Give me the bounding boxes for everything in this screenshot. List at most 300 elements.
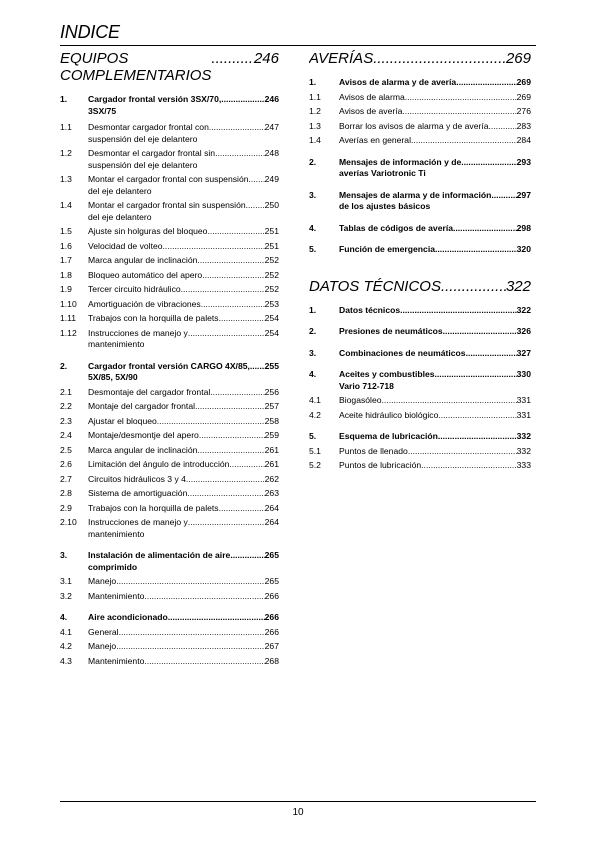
toc-entry-label: Mantenimiento [88, 590, 145, 601]
toc-entry[interactable] [60, 255, 279, 267]
toc-entry-number: 4.1 [309, 395, 321, 405]
dot-leader [400, 305, 517, 317]
toc-entry-label: Borrar los avisos de alarma y de avería [339, 120, 489, 131]
toc-entry-label: Cargador frontal versión 3SX/70, 3SX/75 [88, 94, 222, 116]
section-heading-page: 322 [505, 277, 531, 295]
dot-leader [207, 226, 264, 238]
toc-entry-page: 246 [264, 94, 279, 104]
toc-entry-number: 2.9 [60, 502, 72, 513]
toc-entry-label: Presiones de neumáticos [339, 326, 443, 336]
toc-section [309, 50, 531, 256]
toc-entry-label: General [88, 626, 119, 637]
toc-entry-body [339, 121, 531, 133]
toc-entry-label: Montar el cargador frontal con suspensión del eje delantero [88, 174, 249, 196]
toc-entry-body [88, 517, 279, 540]
toc-entry-label: Puntos de lubricación [339, 460, 422, 470]
toc-entry-label: Bloqueo automático del apero [88, 269, 203, 280]
toc-entry-number: 2.6 [60, 459, 72, 469]
toc-entry[interactable] [309, 135, 531, 147]
toc-entry-page: 332 [516, 445, 531, 456]
toc-entry-page: 327 [516, 347, 531, 358]
toc-entry-label: Cargador frontal versión CARGO 4X/85, 5X/85, 5X/90 [88, 360, 250, 382]
toc-entry[interactable] [309, 157, 531, 180]
toc-entry[interactable] [60, 503, 279, 515]
toc-entry-body [339, 348, 531, 360]
toc-entry-body [88, 550, 279, 573]
toc-entry-number: 4.3 [60, 655, 72, 666]
toc-entry-page: 331 [516, 395, 531, 405]
toc-entry[interactable] [309, 223, 531, 235]
dot-leader [181, 284, 265, 296]
toc-entry-label: Circuitos hidráulicos 3 y 4. [88, 473, 189, 484]
toc-entry-label: Instalación de alimentación de aire comprimido [88, 550, 231, 572]
toc-entry-body [339, 92, 531, 104]
toc-entry[interactable] [309, 77, 531, 89]
toc-entry[interactable] [309, 431, 531, 443]
toc-entry-label: Limitación del ángulo de introducción [88, 459, 230, 469]
toc-entry-label: Aceite hidráulico biológico [339, 409, 439, 420]
toc-entry-body [88, 174, 279, 197]
toc-entry[interactable] [60, 270, 279, 282]
toc-entry-number: 2.2 [60, 401, 72, 411]
dot-leader [219, 503, 265, 515]
section-heading-text: EQUIPOS COMPLEMENTARIOS [60, 50, 212, 84]
toc-entry-number: 3. [309, 189, 317, 200]
toc-entry-label: Instrucciones de manejo y mantenimiento [88, 517, 188, 539]
toc-entry[interactable] [309, 92, 531, 104]
dot-leader [188, 328, 265, 340]
dot-leader [188, 474, 264, 486]
toc-entry-number: 2.10 [60, 517, 77, 527]
toc-entry-page: 269 [516, 91, 531, 102]
toc-entry[interactable] [60, 200, 279, 223]
section-heading[interactable] [309, 278, 531, 295]
toc-entry-label: Averías en general [339, 135, 411, 145]
dot-leader [163, 241, 265, 253]
toc-entry[interactable] [60, 459, 279, 471]
toc-entry-number: 4.2 [309, 409, 321, 420]
toc-entry[interactable] [60, 299, 279, 311]
toc-entry-list [60, 94, 279, 667]
toc-entry-page: 322 [516, 304, 531, 315]
toc-entry-body [339, 223, 531, 235]
dot-leader [461, 157, 516, 169]
toc-entry-label: Desmontar el cargador frontal sin suspensión del eje delantero [88, 148, 216, 170]
toc-entry[interactable] [60, 656, 279, 668]
toc-right-column [309, 50, 531, 472]
toc-entry-number: 1.4 [60, 200, 72, 210]
toc-entry-label: Velocidad de volteo [88, 240, 163, 251]
dot-leader [229, 459, 264, 471]
toc-entry-page: 252 [264, 255, 279, 265]
toc-entry[interactable] [60, 313, 279, 325]
toc-entry-page: 263 [264, 488, 279, 498]
toc-entry-body [88, 328, 279, 351]
toc-entry-page: 326 [516, 326, 531, 336]
dot-leader [249, 174, 265, 186]
toc-entry-body [88, 612, 279, 624]
toc-entry-page: 330 [516, 369, 531, 379]
toc-entry-page: 249 [264, 174, 279, 184]
toc-entry-page: 264 [264, 517, 279, 527]
toc-entry-number: 3.1 [60, 576, 72, 586]
dot-leader [116, 576, 264, 588]
dot-leader [438, 410, 516, 422]
toc-entry-label: Desmontaje del cargador frontal [88, 386, 211, 397]
toc-entry[interactable] [309, 106, 531, 118]
dot-leader [456, 77, 516, 89]
dot-leader [210, 387, 264, 399]
toc-entry[interactable] [309, 326, 531, 338]
toc-entry-page: 250 [264, 200, 279, 210]
toc-entry-label: Mensajes de alarma y de información de los ajustes básicos [339, 189, 492, 211]
toc-entry-body [88, 122, 279, 145]
toc-entry-body [88, 401, 279, 413]
toc-entry-list [309, 305, 531, 472]
toc-entry-number: 4. [60, 612, 68, 622]
toc-entry-body [339, 106, 531, 118]
toc-entry[interactable] [60, 226, 279, 238]
toc-entry[interactable] [309, 410, 531, 422]
toc-entry-number: 2.7 [60, 473, 72, 484]
toc-entry-label: Mensajes de información y de averías Variotronic Ti [339, 156, 462, 178]
toc-entry-label: Ajuste sin holguras del bloqueo [88, 226, 208, 236]
dot-leader [443, 326, 517, 338]
toc-entry-label: Combinaciones de neumáticos [339, 347, 466, 358]
toc-entry[interactable] [60, 148, 279, 171]
dot-leader [408, 446, 517, 458]
toc-entry-page: 331 [516, 409, 531, 420]
dot-leader [197, 445, 264, 457]
toc-entry-page: 258 [264, 415, 279, 426]
section-heading[interactable] [309, 50, 531, 67]
toc-entry-number: 1.12 [60, 327, 77, 338]
top-divider [60, 45, 536, 46]
toc-entry-label: Trabajos con la horquilla de palets [88, 313, 219, 323]
toc-entry-label: Ajustar el bloqueo [88, 415, 157, 426]
toc-entry-number: 1. [309, 304, 317, 315]
toc-entry-body [88, 299, 279, 311]
toc-entry-label: Montaje/desmontje del apero [88, 430, 199, 440]
toc-entry-list [309, 77, 531, 256]
toc-entry-number: 3.2 [60, 590, 72, 601]
toc-entry[interactable] [60, 641, 279, 653]
toc-entry[interactable] [309, 305, 531, 317]
toc-entry-body [88, 241, 279, 253]
toc-entry-label: Montaje del cargador frontal [88, 401, 196, 411]
dot-leader [402, 106, 516, 118]
toc-entry[interactable] [60, 445, 279, 457]
toc-entry-page: 269 [516, 77, 531, 87]
toc-entry[interactable] [309, 244, 531, 256]
toc-entry[interactable] [309, 446, 531, 458]
toc-entry-label: Aire acondicionado [88, 612, 168, 622]
toc-entry-body [88, 459, 279, 471]
toc-entry[interactable] [60, 627, 279, 639]
dot-leader [435, 369, 517, 381]
toc-entry-body [88, 503, 279, 515]
toc-left-column [60, 50, 279, 667]
toc-entry-number: 4. [309, 222, 317, 233]
dot-leader [195, 401, 265, 413]
toc-entry-body [339, 395, 531, 407]
toc-entry-body [88, 313, 279, 325]
toc-entry-label: Manejo [88, 641, 117, 651]
dot-leader [466, 348, 517, 360]
toc-entry-body [88, 474, 279, 486]
toc-entry-page: 284 [516, 135, 531, 145]
toc-entry-number: 3. [60, 550, 68, 560]
toc-section-list [309, 50, 531, 472]
toc-entry-body [339, 190, 531, 213]
toc-entry-body [88, 200, 279, 223]
toc-entry-number: 4. [309, 369, 317, 379]
toc-entry-body [88, 656, 279, 668]
toc-entry-body [88, 591, 279, 603]
toc-entry-page: 266 [264, 590, 279, 601]
toc-entry[interactable] [60, 612, 279, 624]
toc-entry-body [88, 430, 279, 442]
dot-leader [209, 122, 265, 134]
toc-entry[interactable] [60, 284, 279, 296]
toc-entry-number: 1.1 [60, 122, 72, 132]
toc-entry-number: 4.2 [60, 641, 72, 651]
toc-entry-number: 2. [309, 156, 317, 167]
toc-entry-page: 261 [264, 459, 279, 469]
toc-entry-number: 2. [309, 326, 317, 336]
toc-entry[interactable] [309, 460, 531, 472]
toc-entry-label: Marca angular de inclinación [88, 255, 198, 265]
toc-entry-body [339, 326, 531, 338]
toc-entry-number: 1.10 [60, 298, 77, 309]
toc-entry-page: 252 [264, 269, 279, 280]
toc-entry-body [88, 255, 279, 267]
toc-entry-page: 268 [264, 655, 279, 666]
toc-entry-body [88, 226, 279, 238]
dot-leader [197, 255, 264, 267]
toc-entry-number: 1. [309, 77, 317, 87]
toc-entry[interactable] [60, 94, 279, 117]
toc-entry-page: 259 [264, 430, 279, 440]
toc-entry-label: Sistema de amortiguación [88, 488, 188, 498]
toc-entry[interactable] [309, 121, 531, 133]
toc-entry-label: Avisos de alarma y de avería [339, 77, 457, 87]
toc-entry-page: 256 [264, 386, 279, 397]
toc-entry-number: 1.1 [309, 91, 321, 102]
toc-entry-label: Trabajos con la horquilla de palets [88, 502, 219, 513]
toc-entry[interactable] [60, 401, 279, 413]
toc-entry-body [339, 369, 531, 392]
dot-leader [144, 656, 264, 668]
toc-entry-page: 247 [264, 122, 279, 132]
toc-entry-number: 5.1 [309, 445, 321, 456]
toc-entry[interactable] [60, 488, 279, 500]
dot-leader [119, 627, 265, 639]
toc-entry[interactable] [60, 328, 279, 351]
toc-entry-page: 267 [264, 641, 279, 651]
toc-entry-page: 254 [264, 327, 279, 338]
toc-entry-page: 251 [264, 240, 279, 251]
toc-entry-label: Tercer circuito hidráulico [88, 284, 181, 294]
toc-section [309, 278, 531, 472]
toc-entry-page: 283 [516, 120, 531, 131]
toc-entry-number: 1. [60, 94, 68, 104]
toc-entry-label: Mantenimiento [88, 655, 145, 666]
toc-entry-body [339, 244, 531, 256]
toc-entry-label: Avisos de alarma [339, 91, 405, 102]
toc-entry-number: 2.1 [60, 386, 72, 397]
section-heading-text: DATOS TÉCNICOS [309, 277, 441, 295]
toc-entry-number: 1.2 [60, 148, 72, 158]
toc-entry-body [88, 387, 279, 399]
toc-entry-body [339, 157, 531, 180]
dot-leader [188, 517, 265, 529]
dot-leader [438, 431, 517, 443]
toc-entry[interactable] [60, 517, 279, 540]
toc-entry[interactable] [60, 122, 279, 145]
dot-leader [157, 416, 265, 428]
toc-entry-label: Desmontar cargador frontal con suspensión del eje delantero [88, 122, 209, 144]
dot-leader [201, 299, 265, 311]
dot-leader [411, 135, 517, 147]
toc-entry-page: 276 [516, 106, 531, 116]
toc-entry-page: 251 [264, 226, 279, 236]
dot-leader [491, 190, 516, 202]
toc-entry-label: Función de emergencia [339, 244, 435, 254]
toc-entry[interactable] [309, 190, 531, 213]
toc-entry-body [88, 148, 279, 171]
toc-entry-page: 252 [264, 284, 279, 294]
toc-entry[interactable] [309, 369, 531, 392]
dot-leader [453, 223, 517, 235]
section-heading-text: AVERÍAS [309, 50, 374, 67]
toc-entry-body [339, 77, 531, 89]
toc-entry-label: Amortiguación de vibraciones [88, 298, 201, 309]
toc-entry-number: 5. [309, 244, 317, 254]
dot-leader [144, 591, 264, 603]
toc-entry-number: 1.11 [60, 313, 77, 323]
toc-entry-number: 1.4 [309, 135, 321, 145]
toc-entry-number: 2.3 [60, 415, 72, 426]
toc-entry-page: 248 [264, 148, 279, 158]
toc-entry-page: 298 [516, 222, 531, 233]
dot-leader [250, 361, 265, 373]
toc-entry-number: 4.1 [60, 626, 72, 637]
toc-entry-body [339, 410, 531, 422]
toc-entry-label: Aceites y combustibles Vario 712-718 [339, 369, 435, 391]
toc-entry-body [88, 576, 279, 588]
bottom-divider [60, 801, 536, 802]
dot-leader [202, 270, 264, 282]
toc-entry-label: Instrucciones de manejo y mantenimiento [88, 327, 188, 349]
toc-entry[interactable] [309, 395, 531, 407]
toc-entry-number: 2.4 [60, 430, 72, 440]
toc-entry-page: 266 [264, 626, 279, 637]
toc-entry-number: 1.2 [309, 106, 321, 116]
dot-leader [221, 94, 264, 106]
toc-entry-page: 257 [264, 401, 279, 411]
toc-entry-body [339, 446, 531, 458]
dot-leader [382, 395, 517, 407]
toc-entry-label: Esquema de lubricación [339, 431, 438, 441]
toc-entry-body [88, 445, 279, 457]
dot-leader [230, 550, 264, 562]
toc-entry[interactable] [60, 387, 279, 399]
toc-entry-body [88, 94, 279, 117]
dot-leader [489, 121, 517, 133]
toc-entry-label: Manejo [88, 576, 117, 586]
toc-entry-body [339, 431, 531, 443]
toc-entry[interactable] [60, 430, 279, 442]
toc-entry[interactable] [60, 474, 279, 486]
toc-entry[interactable] [60, 174, 279, 197]
toc-entry-number: 1.5 [60, 226, 72, 236]
toc-entry[interactable] [60, 361, 279, 384]
page-number: 10 [292, 807, 304, 818]
toc-entry-page: 266 [264, 612, 279, 622]
toc-entry-body [339, 460, 531, 472]
toc-entry-page: 255 [264, 360, 279, 371]
dot-leader [168, 612, 265, 624]
toc-entry-body [339, 305, 531, 317]
toc-entry-page: 297 [516, 189, 531, 200]
toc-entry-body [88, 270, 279, 282]
toc-entry-number: 1.6 [60, 240, 72, 251]
toc-entry-body [88, 488, 279, 500]
toc-entry-label: Datos técnicos [339, 304, 401, 315]
toc-entry-page: 261 [264, 444, 279, 455]
toc-entry-body [88, 284, 279, 296]
toc-entry[interactable] [309, 348, 531, 360]
dot-leader [421, 460, 516, 472]
toc-entry-page: 320 [516, 244, 531, 254]
section-heading-equipos[interactable] [60, 50, 279, 84]
toc-entry-body [88, 416, 279, 428]
toc-entry-number: 2.8 [60, 488, 72, 498]
toc-entry-body [339, 135, 531, 147]
toc-entry-label: Montar el cargador frontal sin suspensión del eje delantero [88, 200, 246, 222]
toc-entry-page: 333 [516, 460, 531, 470]
toc-entry-page: 332 [516, 431, 531, 441]
toc-entry[interactable] [60, 416, 279, 428]
toc-entry-number: 1.7 [60, 255, 72, 265]
toc-entry-number: 2.5 [60, 444, 72, 455]
dot-leader [219, 313, 265, 325]
toc-entry-label: Marca angular de inclinación [88, 444, 198, 455]
section-heading-page: 269 [505, 50, 531, 67]
dot-leader [246, 200, 265, 212]
toc-entry-number: 3. [309, 347, 317, 358]
toc-entry-number: 5. [309, 431, 317, 441]
toc-entry-page: 265 [264, 576, 279, 586]
dot-leader [405, 92, 517, 104]
dot-leader [116, 641, 264, 653]
toc-entry[interactable] [60, 576, 279, 588]
toc-entry-number: 5.2 [309, 460, 321, 470]
dot-leader [199, 430, 265, 442]
toc-entry-page: 253 [264, 298, 279, 309]
toc-entry-number: 1.3 [309, 120, 321, 131]
toc-entry-page: 293 [516, 156, 531, 167]
toc-entry[interactable] [60, 550, 279, 573]
toc-entry[interactable] [60, 591, 279, 603]
toc-entry-label: Puntos de llenado [339, 445, 408, 456]
toc-entry-label: Biogasóleo [339, 395, 382, 405]
dot-leader [187, 488, 264, 500]
toc-entry[interactable] [60, 241, 279, 253]
toc-entry-label: Tablas de códigos de avería [339, 222, 453, 233]
toc-entry-number: 1.9 [60, 284, 72, 294]
